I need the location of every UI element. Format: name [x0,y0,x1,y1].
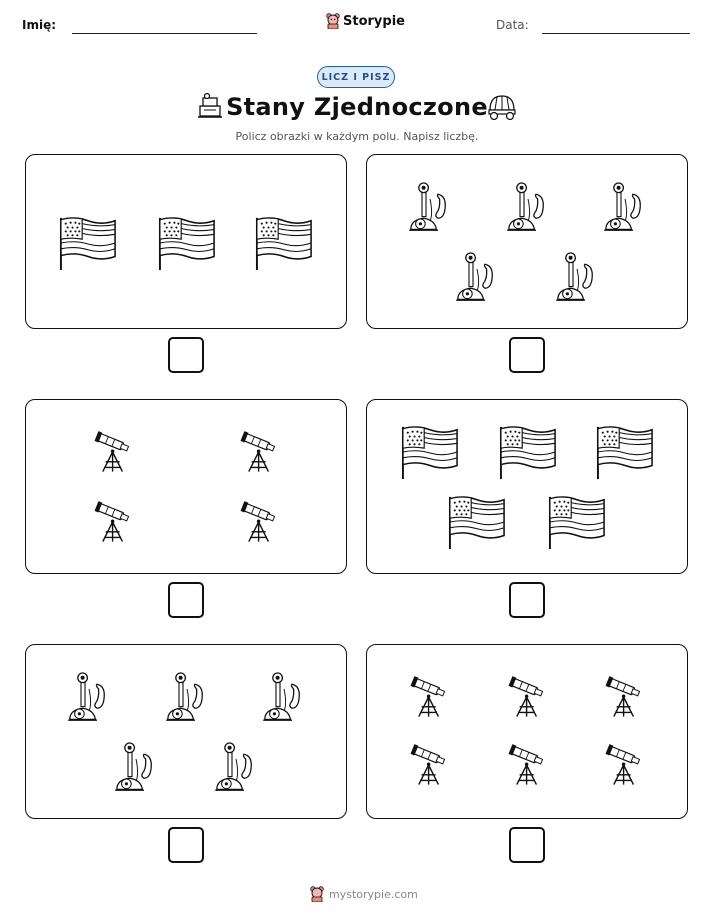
counting-panel [25,644,347,819]
phone-icon [504,180,552,234]
telescope-icon [239,498,281,546]
answer-box[interactable] [509,582,545,618]
answer-box[interactable] [509,827,545,863]
name-label: Imię: [22,18,57,32]
telescope-icon [93,498,135,546]
telescope-icon [239,428,281,476]
footer [310,886,418,902]
flag-icon [399,423,461,481]
date-line[interactable] [542,33,690,34]
telescope-icon [409,741,451,789]
bear-icon [326,13,340,29]
flag-icon [253,214,315,272]
telescope-icon [93,428,135,476]
phone-icon [212,740,260,794]
brand-logo [326,13,405,29]
answer-box[interactable] [509,337,545,373]
flag-icon [156,214,218,272]
telescope-icon [604,673,646,721]
phone-icon [163,670,211,724]
counting-panel [366,644,688,819]
telescope-icon [409,673,451,721]
page-title: Stany Zjednoczone [226,93,488,121]
name-line[interactable] [72,33,257,34]
telescope-icon [604,741,646,789]
phone-icon [601,180,649,234]
flag-icon [594,423,656,481]
counting-panel [366,154,688,329]
flag-icon [546,493,608,551]
counting-panel [25,154,347,329]
phone-icon [553,250,601,304]
phone-icon [260,670,308,724]
answer-box[interactable] [168,827,204,863]
activity-tag: LICZ I PISZ [317,66,395,88]
answer-box[interactable] [168,582,204,618]
phone-icon [65,670,113,724]
date-label: Data: [496,18,529,32]
flag-icon [497,423,559,481]
counting-panel [25,399,347,574]
instructions: Policz obrazki w każdym polu. Napisz liczbę. [235,130,479,143]
phone-icon [406,180,454,234]
covered-wagon-icon [486,92,518,120]
footer-url: mystorypie.com [329,887,418,901]
telescope-icon [507,741,549,789]
phone-icon [453,250,501,304]
brand-name: Storypie [343,13,405,29]
counting-panel [366,399,688,574]
phone-icon [112,740,160,794]
bear-icon [310,886,324,902]
telescope-icon [507,673,549,721]
flag-icon [57,214,119,272]
answer-box[interactable] [168,337,204,373]
flag-icon [446,493,508,551]
